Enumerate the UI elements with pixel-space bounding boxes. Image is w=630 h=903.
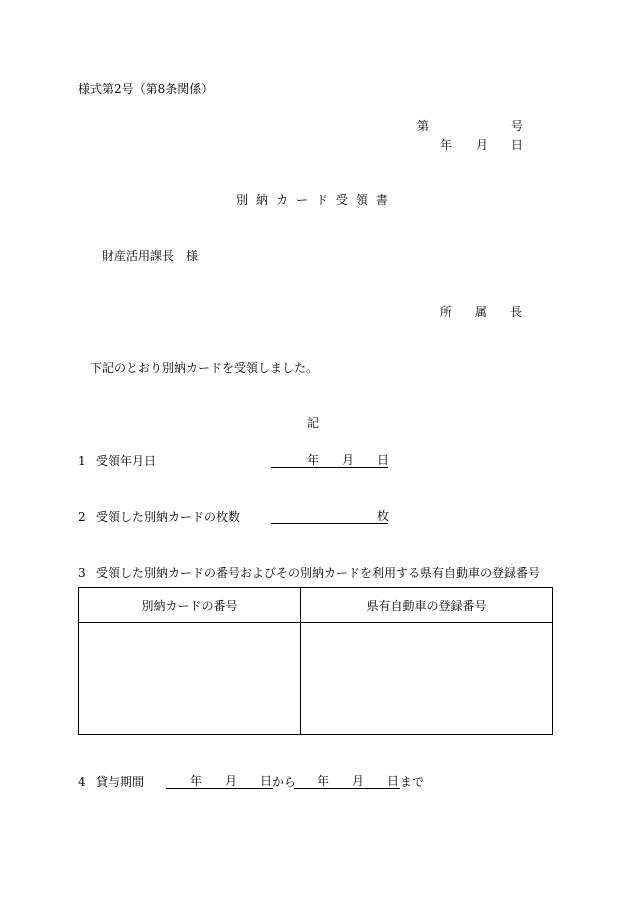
item4-label: 貸与期間 (96, 775, 145, 789)
doc-number-suffix: 号 (511, 119, 524, 133)
item1-year: 年 (307, 453, 320, 467)
doc-number-prefix: 第 (417, 119, 430, 133)
title-char: ド (315, 193, 328, 207)
card-registration-table (78, 587, 553, 735)
title-char: 受 (335, 193, 348, 207)
item1-label: 受領年月日 (96, 454, 157, 468)
table-cell-card-number[interactable] (79, 623, 301, 735)
sender-char: 長 (509, 305, 522, 319)
item3-label: 受領した別納カードの番号およびその別納カードを利用する県有自動車の登録番号 (96, 566, 541, 580)
item4-number: 4 (78, 775, 86, 789)
sender (440, 305, 522, 319)
item1-month: 月 (342, 453, 355, 467)
item3-number: 3 (78, 566, 86, 580)
item1-day: 日 (377, 453, 390, 467)
item2-unit: 枚 (377, 509, 390, 523)
table-cell-vehicle-registration[interactable] (301, 623, 553, 735)
date-header-year: 年 (440, 138, 453, 152)
item4-end-year: 年 (317, 774, 330, 788)
title-char: 領 (355, 193, 368, 207)
item4-end-suffix: まで (400, 775, 425, 789)
sender-char: 属 (474, 305, 487, 319)
item2-label: 受領した別納カードの枚数 (96, 510, 241, 524)
table-header-vehicle-registration: 県有自動車の登録番号 (301, 588, 553, 623)
title-char: カ (275, 193, 288, 207)
item2-number: 2 (78, 510, 86, 524)
item4-end-day: 日 (387, 774, 400, 788)
item4-start-suffix: から (272, 775, 297, 789)
title-char: 書 (375, 193, 388, 207)
addressee: 財産活用課長 様 (102, 249, 199, 263)
title-char: 別 (236, 193, 249, 207)
item4-start-year: 年 (190, 774, 203, 788)
table-header-row (79, 588, 553, 623)
title-char: ー (295, 193, 308, 207)
item4-start-date-blank[interactable] (166, 774, 273, 789)
document-title (236, 193, 388, 207)
item2-count-blank[interactable] (271, 509, 388, 524)
intro-text: 下記のとおり別納カードを受領しました。 (90, 361, 319, 375)
item4-end-date-blank[interactable] (294, 774, 400, 789)
ki-marker: 記 (307, 416, 320, 430)
item4-start-day: 日 (260, 774, 273, 788)
date-header-day: 日 (511, 138, 524, 152)
item4-end-month: 月 (352, 774, 365, 788)
item4-start-month: 月 (225, 774, 238, 788)
title-char: 納 (255, 193, 268, 207)
table-header-card-number: 別納カードの番号 (79, 588, 301, 623)
table-row (79, 623, 553, 735)
date-header-month: 月 (476, 138, 489, 152)
form-number: 様式第2号（第8条関係） (78, 82, 214, 96)
item1-date-blank[interactable] (271, 453, 388, 468)
item1-number: 1 (78, 454, 86, 468)
sender-char: 所 (440, 305, 453, 319)
